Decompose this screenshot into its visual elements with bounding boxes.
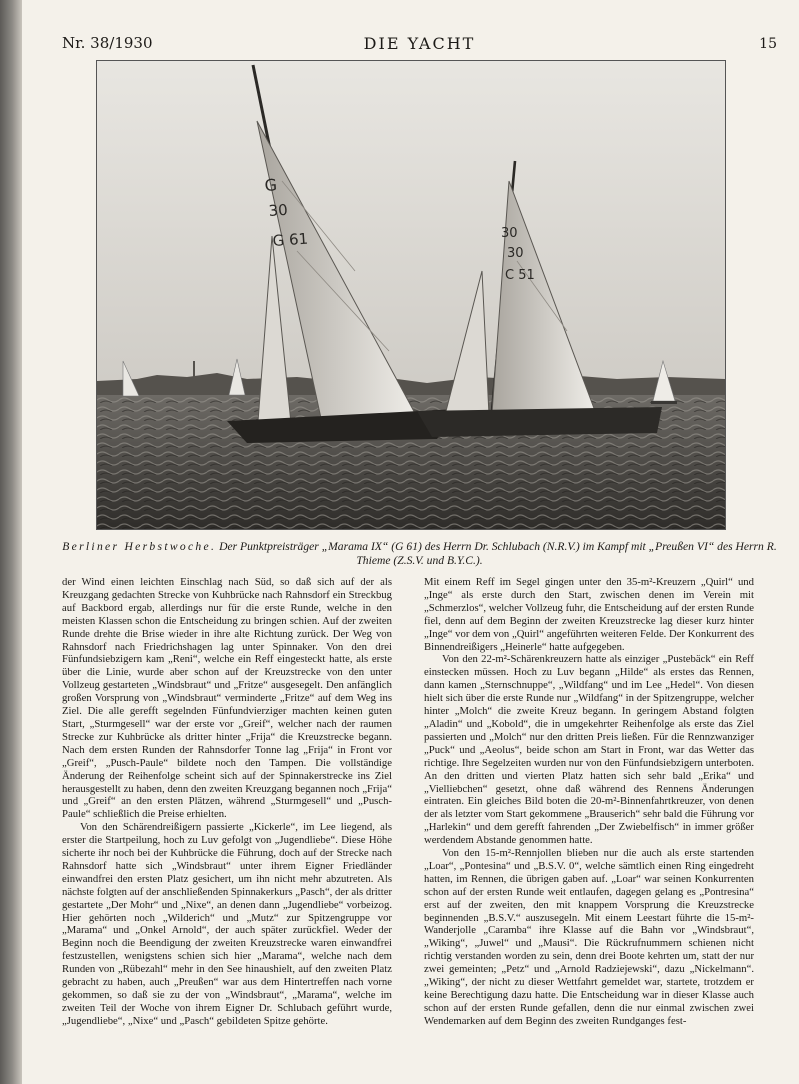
- paragraph: der Wind einen leichten Einschlag nach Süd, so daß sich auf der als Kreuzgang gedachten Strecke von Kuhbrücke nach Rahnsdorf ein Streckbug auf Backbord ergab, allerdings nur für die erste Runde, welche in den meisten Klassen schon die Entscheidung zu bringen schien. Auf der zweiten Runde drehte die Brise wieder in ihre alte Richtung zurück. Der Weg von Rahnsdorf nach Friedrichshagen lag unter Spinnaker. Von den drei Fünfundsiebzigern kam „Reni“, welche ein Reff eingesteckt hatte, als erste über die Linie, wurde aber schon auf der Kreuzstrecke von den unter Vollzeug gestarteten „Windsbraut“ und „Fritze“ ausgesegelt. Den anfänglich großen Vorsprung von „Windsbraut“ verminderte „Fritze“ auf dem Weg ins Ziel. Die alle gerefft segelnden Fünfundvierziger machten keinen guten Start, „Sturmgesell“ war der erste vor „Greif“, welcher nach der raumen Strecke zur Kuhbrücke als dritter hinter „Frija“ die Kreuzstrecke begann. Nach dem ersten Runden der Rahnsdorfer Tonne lag „Frija“ in Front vor „Greif“, „Pusch-Paule“ bildete noch den Tampen. Die vollständige Änderung der Reihenfolge scheint sich auf der Spinnakerstrecke ins Ziel herausgestellt zu haben, denn den zweiten Kreuzgang begannen noch „Frija“ und „Greif“ an den ersten Plätzen, während „Sturmgesell“ und „Pusch-Paule“ schließlich die Preise erhielten.: [62, 576, 392, 821]
- svg-text:G: G: [263, 175, 278, 195]
- sailboat-photo: [96, 60, 726, 530]
- svg-text:30: 30: [268, 200, 289, 220]
- paragraph: Von den 22-m²-Schärenkreuzern hatte als einziger „Pustebäck“ ein Reff einstecken müssen. Hoch zu Luv begann „Hilde“ als erstes das Rennen, dann kamen „Sternschnuppe“, „Wildfang“ und im Lee „Hedel“. Von diesen hielt sich über die erste Runde nur „Wildfang“ in der Spitzengruppe, welcher hinter „Molch“ die zweite Kreuz begann. In geringem Abstand folgten „Aladin“ und „Kobold“, die in umgekehrter Reihenfolge als erste das Ziel passierten und „Molch“ nur den dritten Preis ließen. Für die Rennzwanziger „Puck“ und „Aeolus“, beide schon am Start in Front, war das Wetter das richtige. Ihre Segelzeiten wurden nur von den Fünfundsiebzigern unterboten. An den dritten und vierten Platz hatten sich sehr bald „Erika“ und „Vielliebchen“ gesetzt, ohne daß während des Rennens Änderungen eintraten. Ein gleiches Bild boten die 20-m²-Binnenfahrtkreuzer, von denen der als letzter vom Start gekommene „Brauserich“ sehr bald die Führung vor „Harlekin“ und dem gerefft fahrenden „Der Zwiebelfisch“ in immer größer werdendem Abstande genommen hatte.: [424, 653, 754, 847]
- article-left-column: [62, 576, 392, 1028]
- svg-text:G 61: G 61: [272, 229, 309, 250]
- photo-caption: [62, 540, 777, 568]
- caption-event: Berliner Herbstwoche.: [62, 540, 217, 553]
- caption-text: Der Punktpreisträger „Marama IX“ (G 61) des Herrn Dr. Schlubach (N.R.V.) im Kampf mit „Preußen VI“ des Herrn R. Thieme (Z.S.V. und B.Y.C.).: [219, 540, 777, 567]
- issue-number: Nr. 38/1930: [62, 34, 153, 52]
- page-header: [62, 34, 777, 58]
- paragraph: Von den Schärendreißigern passierte „Kickerle“, im Lee liegend, als erster die Startpeilung, hoch zu Luv gefolgt von „Jugendliebe“. Diese Höhe sicherte ihr noch bei der Kuhbrücke die Führung, doch auf der Strecke nach Rahnsdorf hatte sich „Windsbraut“ unter ihrem Eigner Friedländer einwandfrei den ersten Platz gesichert, um ihn nicht mehr abzutreten. Als nächste folgten auf der anschließenden Spinnakerkurs „Pasch“, der als dritter gestartete „Der Mohr“ und „Nixe“, an denen dann „Jugendliebe“ vorbeizog. Hier gehörten noch „Wilderich“ und „Mutz“ zur Spitzengruppe vor „Marama“ und „Onkel Arnold“, der auch später zurückfiel. Weder der Beginn noch die Beendigung der zweiten Kreuzstrecke waren einwandfrei festzustellen, wenigstens schien sich hier „Marama“, welche nach dem Runden von „Rübezahl“ mehr in den See hinaushielt, auf den zweiten Platz gebracht zu haben, auch „Preußen“ war aus dem Hintertreffen nach vorne gekommen, so daß sie zu der von „Windsbraut“, „Marama“, welche im zweiten Teil der Woche von ihrem Eigner Dr. Schlubach geführt wurde, „Jugendliebe“, „Nixe“ und „Pasch“ gebildeten Spitze gehörte.: [62, 821, 393, 1027]
- svg-text:30: 30: [507, 246, 524, 261]
- sailboat-photo-illustration: [97, 61, 725, 529]
- svg-text:30: 30: [501, 226, 518, 241]
- paragraph: Mit einem Reff im Segel gingen unter den 35-m²-Kreuzern „Quirl“ und „Inge“ als erste durch den Start, zwischen denen im Verein mit „Schmerzlos“, welcher Vollzeug fuhr, die Entscheidung auf der ersten Runde fiel, denn auf dem Beginn der zweiten Kreuzstrecke lag dieser kurz hinter „Inge“ vor dem von „Quirl“ angeführten weiteren Felde. Der Konkurrent des Binnendreißigers „Heinerle“ hatte aufgegeben.: [424, 576, 754, 653]
- svg-text:C 51: C 51: [505, 268, 535, 283]
- article-right-column: [424, 576, 754, 1028]
- magazine-title: DIE YACHT: [363, 34, 476, 53]
- book-spine-shadow: [0, 0, 22, 1084]
- paragraph: Von den 15-m²-Rennjollen blieben nur die auch als erste startenden „Loar“, „Pontesina“ und „B.S.V. 0“, welche sämtlich einen Ring eingedreht hatten, im Rennen, die übrigen gaben auf. „Loar“ war seinen Konkurrenten schon auf der ersten Runde weit entlaufen, dagegen gelang es „Pontresina“ erst auf der zweiten, den mit knappem Vorsprung die Kreuzstrecke beginnenden „B.S.V.“ auszusegeln. Mit einem Leestart führte die 15-m²-Wanderjolle „Caramba“ ihre Klasse auf die Bahn vor „Windsbraut“, „Wiking“, „Juwel“ und „Mausi“. Die Rückrufnummern schienen nicht richtig verstanden worden zu sein, denn drei Boote kehrten um, statt der nur zwei gemeinten; „Petz“ und „Arnold Radziejewski“, dazu „Nickelmann“. „Wiking“, der nicht zu dieser Wettfahrt gemeldet war, startete, trotzdem er keine Berechtigung dazu hatte. Die Entscheidung war in dieser Klasse auch schon auf der ersten Runde gefallen, denn die nur einmal zwischen zwei Wendemarken auf dem Beginn des zweiten Rundganges fest-: [424, 847, 754, 1027]
- page-number: 15: [759, 36, 777, 52]
